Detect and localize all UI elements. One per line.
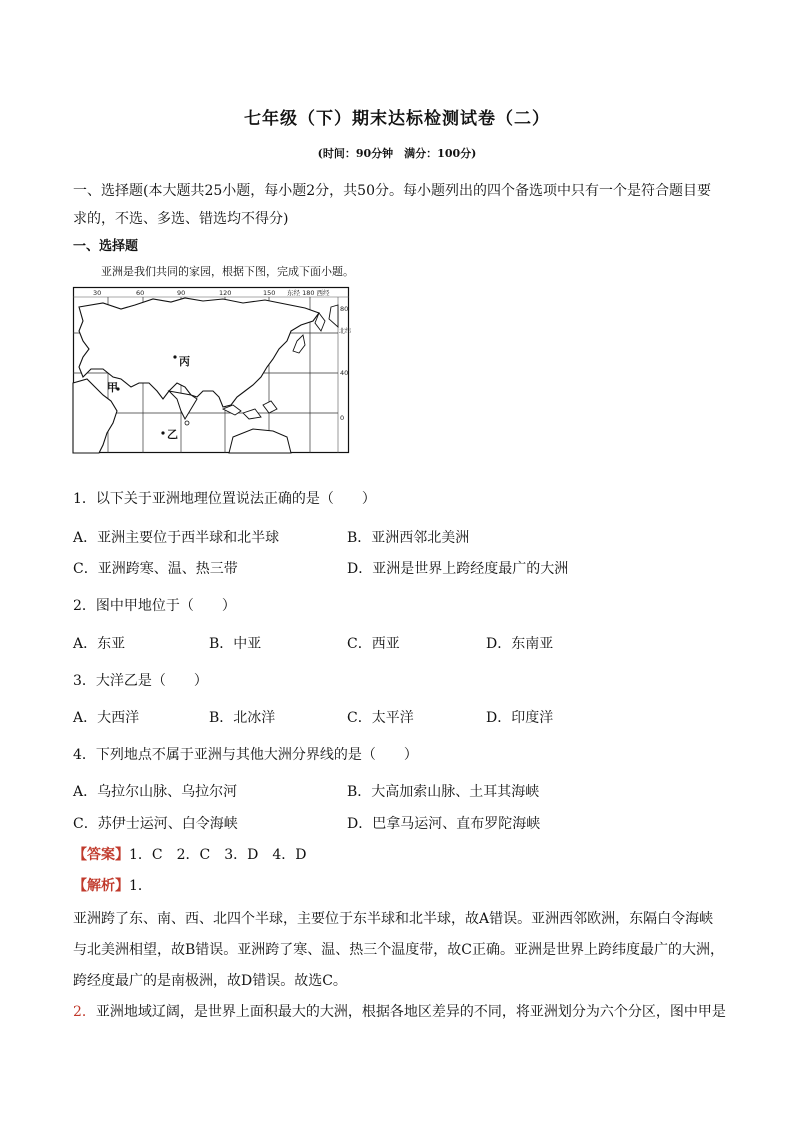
lon-label-180: 东经 180 西经 [287,289,330,297]
analysis-line-3: 跨经度最广的是南极洲，故D错误。故选C。 [73,973,347,989]
lat-label-80: 80 [340,305,349,313]
analysis-heading [73,875,152,895]
sri-lanka [185,421,189,425]
q3-option-b[interactable]: B．北冰洋 [209,710,276,726]
exam-info: (时间：90分钟 满分：100分) [317,147,477,160]
question-intro: 亚洲是我们共同的家园，根据下图，完成下面小题。 [101,265,354,278]
lon-label-90: 90 [177,289,186,297]
q2-option-a[interactable]: A．东亚 [73,636,126,652]
section-heading-line2: 求的，不选、多选、错选均不得分) [73,211,289,227]
yi-marker [161,431,164,434]
answer-text: 1．C 2．C 3．D 4．D [129,847,307,863]
bing-label: 丙 [179,355,190,368]
analysis-line-4-text: 亚洲地域辽阔，是世界上面积最大的大洲，根据各地区差异的不同，将亚洲划分为六个分区，图中甲是 [95,1004,726,1020]
q3-option-d[interactable]: D．印度洋 [486,710,554,726]
north-latitude-label: 北纬 [339,328,352,335]
asia-map [73,287,352,453]
question-4-stem: 4．下列地点不属于亚洲与其他大洲分界线的是（ ） [73,747,418,763]
q4-option-a[interactable]: A．乌拉尔山脉、乌拉尔河 [73,784,238,800]
question-1-stem: 1．以下关于亚洲地理位置说法正确的是（ ） [73,491,376,507]
lat-label-40: 40 [340,369,349,377]
analysis-line-4 [73,1001,726,1021]
analysis-number: 1． [129,878,152,894]
q2-option-c[interactable]: C．西亚 [347,636,400,652]
analysis-line-4-number: 2． [73,1004,96,1020]
section-heading-line1: 一、选择题(本大题共25小题，每小题2分，共50分。每小题列出的四个备选项中只有一个是符合题目要 [73,183,711,199]
q4-option-d[interactable]: D．巴拿马运河、直布罗陀海峡 [347,816,541,832]
question-2-stem: 2．图中甲地位于（ ） [73,598,236,614]
answer-tag: 【答案】 [73,847,129,863]
jia-label: 甲 [107,381,118,394]
bing-marker [173,355,176,358]
lon-label-150: 150 [263,289,276,297]
q1-option-d[interactable]: D．亚洲是世界上跨经度最广的大洲 [347,561,569,577]
answer-line [73,844,307,864]
page-title: 七年级（下）期末达标检测试卷（二） [244,109,550,129]
q4-option-b[interactable]: B．大高加索山脉、土耳其海峡 [347,784,540,800]
analysis-line-1: 亚洲跨了东、南、西、北四个半球，主要位于东半球和北半球，故A错误。亚洲西邻欧洲，东隔白令海峡 [73,911,714,927]
q3-option-c[interactable]: C．太平洋 [347,710,414,726]
analysis-tag: 【解析】 [73,878,129,894]
question-3-stem: 3．大洋乙是（ ） [73,673,208,689]
q2-option-d[interactable]: D．东南亚 [486,636,554,652]
lon-label-30: 30 [93,289,102,297]
q3-option-a[interactable]: A．大西洋 [73,710,140,726]
q1-option-b[interactable]: B．亚洲西邻北美洲 [347,530,470,546]
lon-label-60: 60 [136,289,145,297]
lat-label-0: 0 [340,414,345,422]
yi-label: 乙 [167,428,178,441]
q1-option-c[interactable]: C．亚洲跨寒、温、热三带 [73,561,238,577]
q4-option-c[interactable]: C．苏伊士运河、白令海峡 [73,816,238,832]
q2-option-b[interactable]: B．中亚 [209,636,262,652]
section-subheading: 一、选择题 [73,239,139,254]
analysis-line-2: 与北美洲相望，故B错误。亚洲跨了寒、温、热三个温度带，故C正确。亚洲是世界上跨纬度最广的大洲， [73,942,724,958]
q1-option-a[interactable]: A．亚洲主要位于西半球和北半球 [73,530,280,546]
lon-label-120: 120 [219,289,232,297]
